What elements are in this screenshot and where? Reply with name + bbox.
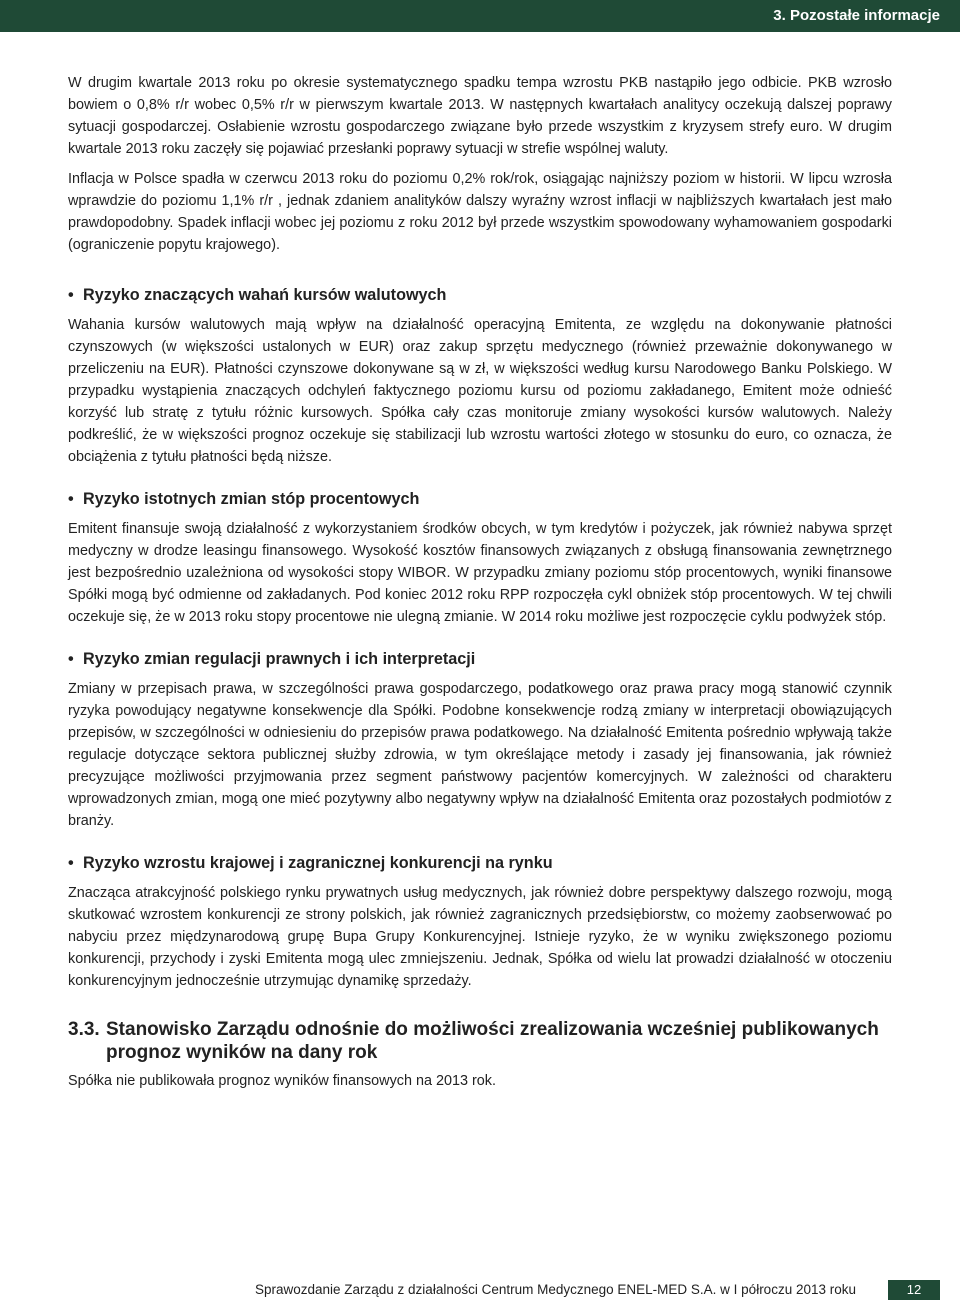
- page-content: [68, 72, 892, 1092]
- risk-block-interest-rates: [68, 487, 892, 628]
- section-3-3: [68, 1018, 892, 1092]
- risk-block-regulations: [68, 647, 892, 832]
- section-title: Stanowisko Zarządu odnośnie do możliwości zrealizowania wcześniej publikowanych prognoz wyników na dany rok: [106, 1019, 879, 1063]
- header-bar: [0, 0, 960, 32]
- section-heading: [68, 1018, 892, 1064]
- risk-heading: [68, 851, 892, 875]
- risk-text: Zmiany w przepisach prawa, w szczególności prawa gospodarczego, podatkowego oraz prawa pracy mogą stanowić czynnik ryzyka powodujący negatywne konsekwencje dla Spółki. Podobne konsekwencje rodzą zmiany w interpretacji obowiązujących przepisów, w szczególności w odniesieniu do przepisów prawa podatkowego. Na działalność Emitenta pośrednio wpływają także regulacje dotyczące sektora publicznej służby zdrowia, w tym określające metody i zasady jej finansowania, jak również precyzujące możliwości przyjmowania przez segment państwowy pacjentów komercyjnych. W zależności od charakteru wprowadzonych zmian, mogą one mieć pozytywny albo negatywny wpływ na działalność Emitenta oraz pozostałych podmiotów z branży.: [68, 681, 892, 829]
- risk-text: Wahania kursów walutowych mają wpływ na działalność operacyjną Emitenta, ze względu na dokonywanie płatności czynszowych (w większości ustalonych w EUR) oraz zakup sprzętu medycznego (również przeważnie dokonywanego w przeliczeniu na EUR). Płatności czynszowe dokonywane są w zł, w większości według kursu Narodowego Banku Polskiego. W przypadku wystąpienia znaczących odchyleń faktycznego poziomu kursu od poziomu zakładanego, Emitent może odnieść korzyść lub stratę z tytułu różnic kursowych. Spółka cały czas monitoruje zmiany wysokości kursów walutowych. Należy podkreślić, że w większości prognoz oczekuje się stabilizacji lub wzrostu wartości złotego w stosunku do euro, co oznacza, że obciążenia z tytułu płatności będą niższe.: [68, 317, 892, 465]
- bullet-icon: •: [68, 286, 74, 304]
- page-number: 12: [888, 1280, 940, 1300]
- bullet-icon: •: [68, 650, 74, 668]
- footer-report-title: Sprawozdanie Zarządu z działalności Centrum Medycznego ENEL-MED S.A. w I półroczu 2013 roku: [254, 1282, 856, 1297]
- bullet-icon: •: [68, 854, 74, 872]
- risk-text: Emitent finansuje swoją działalność z wykorzystaniem środków obcych, w tym kredytów i pożyczek, jak również nabywa sprzęt medyczny w drodze leasingu finansowego. Wysokość kosztów finansowych związanych z obsługą finansowania zewnętrznego jest bezpośrednio uzależniona od wysokości stopy WIBOR. W przypadku zmiany poziomu stóp procentowych, wyniki finansowe Spółki mogą być odmienne od zakładanych. Pod koniec 2012 roku RPP rozpoczęła cykl obniżek stóp procentowych. W tej chwili oczekuje się, że w 2013 roku stopy procentowe nie ulegną zmianie. W 2014 roku możliwe jest rozpoczęcie cyklu podwyżek stóp.: [68, 521, 892, 625]
- risk-title: Ryzyko znaczących wahań kursów walutowych: [83, 286, 447, 304]
- section-header-title: 3. Pozostałe informacje: [773, 7, 940, 24]
- bullet-icon: •: [68, 490, 74, 508]
- risk-heading: [68, 283, 892, 307]
- intro-paragraph-inflation: Inflacja w Polsce spadła w czerwcu 2013 roku do poziomu 0,2% rok/rok, osiągając najniższy poziom w historii. W lipcu wzrosła wprawdzie do poziomu 1,1% r/r , jednak zdaniem analityków dalszy wyraźny wzrost inflacji w najbliższych kwartałach jest mało prawdopodobny. Spadek inflacji wobec jej poziomu z roku 2012 był przede wszystkim spowodowany wyhamowaniem gospodarki (ograniczenie popytu krajowego).: [68, 171, 892, 253]
- risk-heading: [68, 487, 892, 511]
- risk-title: Ryzyko wzrostu krajowej i zagranicznej konkurencji na rynku: [83, 854, 553, 872]
- intro-paragraph-gdp: W drugim kwartale 2013 roku po okresie systematycznego spadku tempa wzrostu PKB nastąpiło jego odbicie. PKB wzrosło bowiem o 0,8% r/r wobec 0,5% r/r w pierwszym kwartale 2013. W następnych kwartałach analitycy oczekują dalszej poprawy sytuacji gospodarczej. Osłabienie wzrostu gospodarczego związane było przede wszystkim z kryzysem strefy euro. W drugim kwartale 2013 roku zaczęły się pojawiać przesłanki poprawy sytuacji w strefie wspólnej waluty.: [68, 75, 892, 157]
- risk-heading: [68, 647, 892, 671]
- section-text: Spółka nie publikowała prognoz wyników finansowych na 2013 rok.: [68, 1073, 496, 1089]
- risk-title: Ryzyko zmian regulacji prawnych i ich interpretacji: [83, 650, 476, 668]
- risk-text: Znacząca atrakcyjność polskiego rynku prywatnych usług medycznych, jak również dobre perspektywy dalszego rozwoju, mogą skutkować wzrostem konkurencji ze strony polskich, jak również zagranicznych przedsiębiorstw, co możemy zaobserwować po nabyciu przez międzynarodową grupę Bupa Grupy Konkurencyjnej. Istnieje ryzyko, że w wyniku zwiększonego poziomu konkurencji, przychody i zyski Emitenta mogą ulec zmniejszeniu. Jednak, Spółka od wielu lat prowadzi działalność w otoczeniu konkurencyjnym jednocześnie utrzymując dynamikę sprzedaży.: [68, 885, 892, 989]
- risk-block-competition: [68, 851, 892, 992]
- risk-title: Ryzyko istotnych zmian stóp procentowych: [83, 490, 420, 508]
- section-number: 3.3.: [68, 1019, 100, 1040]
- risk-block-currency: [68, 283, 892, 468]
